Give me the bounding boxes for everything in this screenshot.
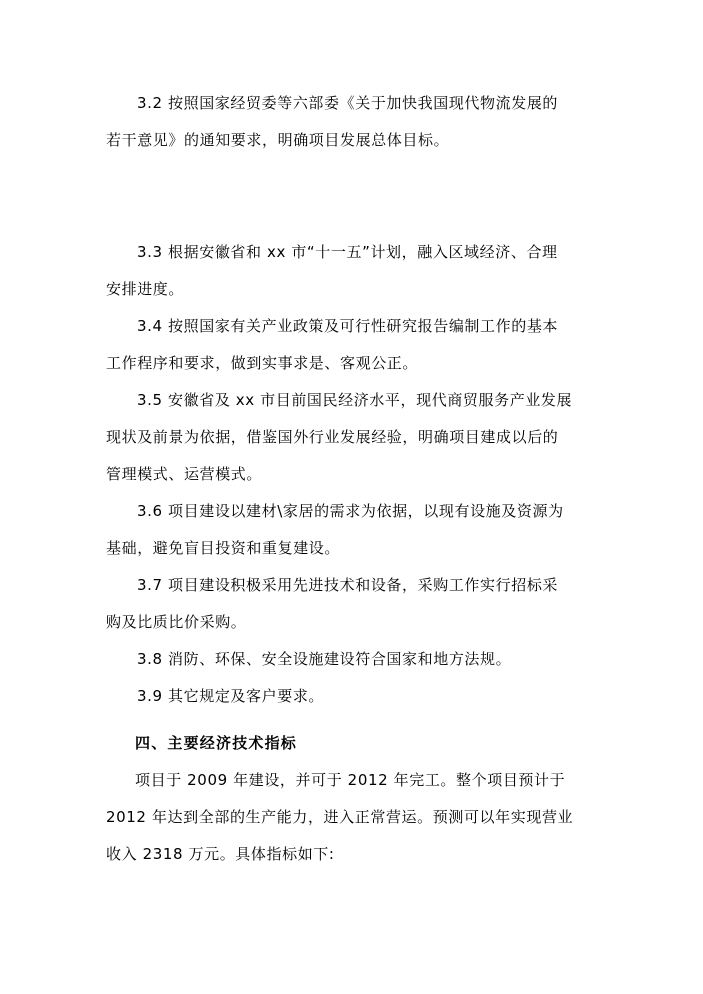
para-3-9-line-1: 3.9 其它规定及客户要求。 (137, 687, 325, 705)
para-3-7-line-2: 购及比质比价采购。 (106, 613, 247, 631)
summary-line-3: 收入 2318 万元。具体指标如下: (106, 845, 335, 863)
section-heading: 四、主要经济技术指标 (135, 734, 298, 752)
para-3-3-line-1: 3.3 根据安徽省和 xx 市“十一五”计划，融入区域经济、合理 (137, 243, 558, 261)
para-3-2-line-1: 3.2 按照国家经贸委等六部委《关于加快我国现代物流发展的 (137, 94, 559, 112)
para-3-6-line-1: 3.6 项目建设以建材\家居的需求为依据，以现有设施及资源为 (137, 502, 564, 520)
para-3-5-line-3: 管理模式、运营模式。 (106, 465, 263, 483)
para-3-6-line-2: 基础，避免盲目投资和重复建设。 (106, 539, 341, 557)
para-3-4-line-2: 工作程序和要求，做到实事求是、客观公正。 (106, 354, 419, 372)
summary-line-1: 项目于 2009 年建设，并可于 2012 年完工。整个项目预计于 (135, 771, 566, 789)
para-3-8-line-1: 3.8 消防、环保、安全设施建设符合国家和地方法规。 (137, 650, 512, 668)
para-3-5-line-1: 3.5 安徽省及 xx 市目前国民经济水平，现代商贸服务产业发展 (137, 391, 573, 409)
para-3-7-line-1: 3.7 项目建设积极采用先进技术和设备，采购工作实行招标采 (137, 576, 559, 594)
para-3-5-line-2: 现状及前景为依据，借鉴国外行业发展经验，明确项目建成以后的 (106, 428, 559, 446)
para-3-4-line-1: 3.4 按照国家有关产业政策及可行性研究报告编制工作的基本 (137, 317, 559, 335)
para-3-2-line-2: 若干意见》的通知要求，明确项目发展总体目标。 (106, 131, 450, 149)
summary-line-2: 2012 年达到全部的生产能力，进入正常营运。预测可以年实现营业 (106, 808, 574, 826)
para-3-3-line-2: 安排进度。 (106, 280, 185, 298)
